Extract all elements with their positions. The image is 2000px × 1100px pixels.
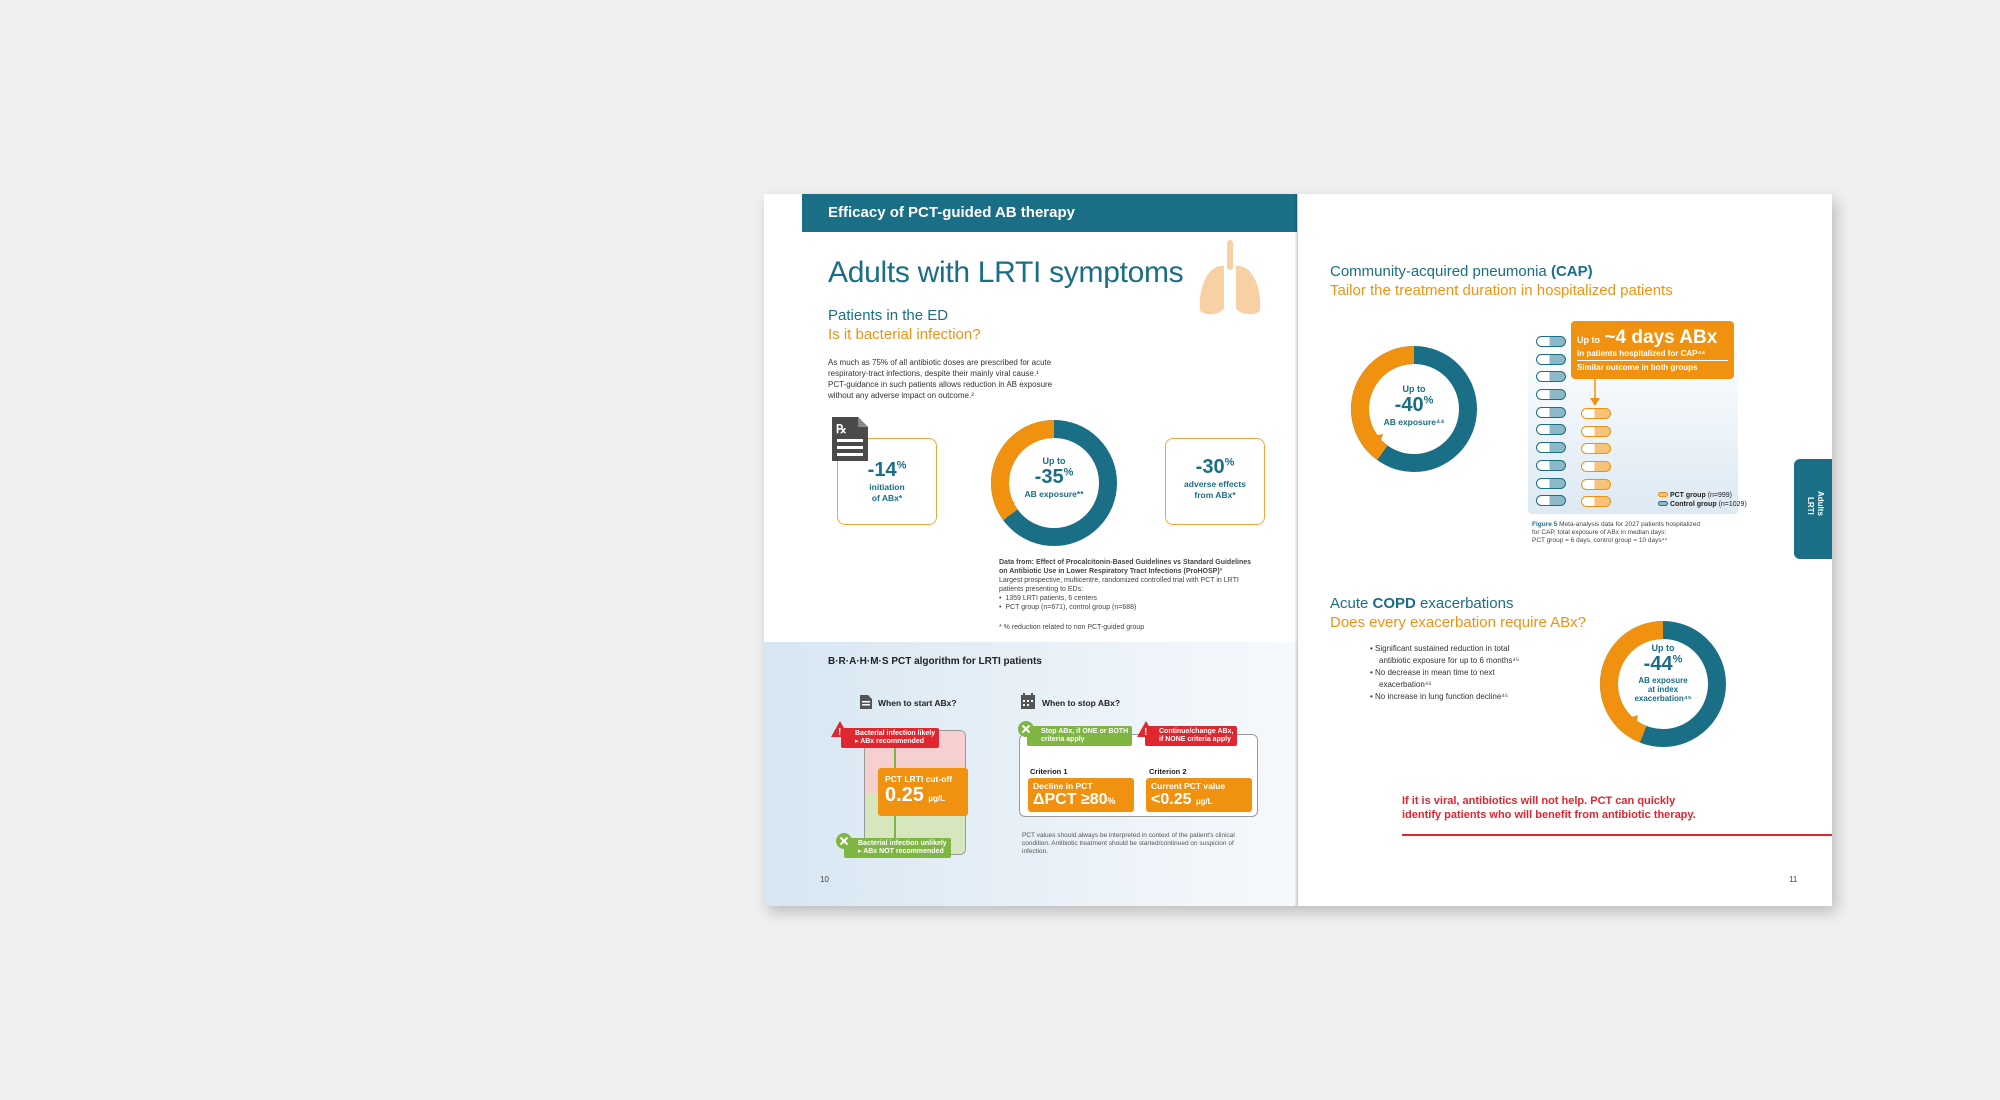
conclusion-text: If it is viral, antibiotics will not help. PCT can quickly identify patients who will benefit from antibiotic therapy.	[1402, 795, 1696, 821]
donut-44-label	[1613, 643, 1713, 703]
cap-callout	[1571, 321, 1734, 379]
conclusion-rule	[1402, 834, 1832, 836]
section-header: Efficacy of PCT-guided AB therapy	[802, 194, 1297, 232]
stop-green-label: Stop ABx, if ONE or BOTH criteria apply	[1027, 726, 1132, 746]
donut-35-value: -35%	[1034, 466, 1074, 488]
criterion-2-value: <0.25 µg/L	[1151, 791, 1213, 808]
criterion-1-title: Decline in PCT	[1033, 781, 1093, 791]
pill-legend	[1658, 491, 1747, 509]
criterion-1-box	[1028, 778, 1134, 812]
donut-35-caption: AB exposure**	[1024, 489, 1084, 499]
algorithm-title: B·R·A·H·M·S PCT algorithm for LRTI patients	[828, 656, 1042, 667]
pct-pills-column	[1581, 408, 1615, 514]
legend-pct: PCT group (n=999)	[1658, 491, 1747, 500]
donut-40-caption: AB exposure⁴⁴	[1383, 417, 1445, 427]
intro-line: without any adverse impact on outcome.²	[828, 391, 974, 400]
pill	[1536, 371, 1566, 382]
cutoff-value: 0.25 µg/L	[885, 784, 945, 806]
intro-line: PCT-guidance in such patients allows reduction in AB exposure	[828, 380, 1053, 389]
down-arrow-icon	[1589, 379, 1601, 407]
donut-35-upto: Up to	[1042, 456, 1066, 466]
stat-adverse-box	[1165, 438, 1265, 525]
pill	[1581, 479, 1611, 490]
copd-bullet: • No increase in lung function decline⁴⁵	[1370, 692, 1509, 701]
cap-callout-value: Up to ~4 days ABx	[1577, 327, 1718, 348]
page-number-right: 11	[1789, 875, 1798, 884]
cutoff-label: PCT LRTI cut-off	[885, 774, 953, 784]
pill	[1536, 495, 1566, 506]
study-bullet: • PCT group (n=671), control group (n=688)	[999, 604, 1137, 611]
donut-44-caption: exacerbation⁴⁵	[1634, 694, 1692, 703]
algorithm-panel	[764, 642, 1297, 906]
criterion-1-label: Criterion 1	[1030, 767, 1068, 776]
donut-40-value: -40%	[1394, 394, 1434, 416]
stat-initiation-label: of ABx*	[871, 493, 903, 503]
lungs-icon	[1194, 238, 1266, 318]
figure-caption: Figure 5 Meta-analysis data for 2027 patients hospitalized for CAP, total exposure of ABx in median days: PCT group = 6 days, control group = 10 days⁴⁴	[1532, 521, 1701, 544]
pill	[1536, 389, 1566, 400]
copd-bullet-cont: antibiotic exposure for up to 6 months⁴⁵	[1379, 656, 1520, 665]
pill	[1581, 496, 1611, 507]
donut-40-label	[1364, 384, 1464, 427]
ed-subtitle: Patients in the ED	[828, 307, 949, 324]
criterion-2-label: Criterion 2	[1149, 767, 1187, 776]
study-desc: patients presenting to EDs:	[999, 586, 1084, 593]
copd-bullets	[1370, 643, 1519, 703]
cap-callout-line2: in patients hospitalized for CAP⁴⁴	[1577, 349, 1728, 361]
stat-adverse-label: adverse effects	[1184, 479, 1246, 489]
algorithm-note: PCT values should always be interpreted in context of the patient's clinical condition. Antibiotic treatment should be started/continued on suspicion of infection.	[1022, 832, 1235, 855]
warning-icon	[830, 720, 850, 738]
study-title: on Antibiotic Use in Lower Respiratory Tract Infections (ProHOSP)³	[999, 568, 1222, 575]
cap-question: Tailor the treatment duration in hospitalized patients	[1330, 282, 1673, 299]
donut-40-upto: Up to	[1402, 384, 1426, 394]
intro-line: As much as 75% of all antibiotic doses are prescribed for acute	[828, 358, 1052, 367]
donut-44-value: -44%	[1643, 653, 1683, 675]
warning-icon	[1136, 720, 1156, 738]
section-tab-lrti-adults[interactable]: LRTI Adults	[1794, 459, 1832, 559]
donut-44-upto: Up to	[1651, 643, 1675, 653]
pill	[1581, 408, 1611, 419]
cross-icon	[1017, 720, 1035, 738]
cap-title: Community-acquired pneumonia (CAP)	[1330, 263, 1593, 280]
study-title: Data from: Effect of Procalcitonin-Based Guidelines vs Standard Guidelines	[999, 559, 1252, 566]
prescription-icon	[830, 415, 870, 463]
pill	[1536, 460, 1566, 471]
svg-text:℞: ℞	[836, 422, 847, 436]
document-icon	[859, 694, 873, 710]
right-page	[1298, 194, 1832, 906]
start-title: When to start ABx?	[878, 698, 957, 708]
copd-title: Acute COPD exacerbations	[1330, 595, 1514, 612]
pill	[1581, 426, 1611, 437]
page-number-left: 10	[820, 875, 829, 884]
stat-adverse-value: -30%	[1195, 456, 1235, 478]
ed-question: Is it bacterial infection?	[828, 326, 981, 343]
svg-text:!: !	[1144, 727, 1148, 738]
cap-callout-line3: Similar outcome in both groups	[1577, 363, 1698, 372]
copd-bullet: • Significant sustained reduction in total	[1370, 644, 1510, 653]
pill	[1536, 354, 1566, 365]
donut-44-caption: at index	[1647, 685, 1679, 694]
criterion-2-box	[1146, 778, 1252, 812]
study-bullet: • 1359 LRTI patients, 6 centers	[999, 595, 1098, 602]
copd-bullet: • No decrease in mean time to next	[1370, 668, 1495, 677]
stop-title: When to stop ABx?	[1042, 698, 1121, 708]
copd-question: Does every exacerbation require ABx?	[1330, 614, 1586, 631]
calendar-icon	[1020, 692, 1036, 710]
unlikely-label: Bacterial infection unlikely ▸ ABx NOT recommended	[844, 838, 951, 858]
left-page	[764, 194, 1297, 906]
stat-initiation-label: initiation	[869, 482, 905, 492]
pill	[1536, 424, 1566, 435]
likely-label: Bacterial infection likely ▸ ABx recommended	[841, 728, 939, 748]
svg-text:!: !	[838, 727, 842, 738]
study-desc: Largest prospective, multicentre, randomized controlled trial with PCT in LRTI	[999, 577, 1239, 584]
donut-35-label	[1004, 456, 1104, 499]
pill	[1581, 461, 1611, 472]
stop-red-label: Continue/change ABx, if NONE criteria apply	[1145, 726, 1237, 746]
page-title: Adults with LRTI symptoms	[828, 256, 1184, 289]
stat-adverse-label: from ABx*	[1194, 490, 1236, 500]
intro-text	[828, 357, 1108, 401]
pill	[1536, 478, 1566, 489]
pill	[1581, 443, 1611, 454]
criterion-1-value: ΔPCT ≥80%	[1033, 791, 1116, 808]
study-footnote: * % reduction related to non PCT-guided group	[999, 624, 1145, 631]
study-info	[999, 558, 1289, 632]
criterion-2-title: Current PCT value	[1151, 781, 1226, 791]
copd-bullet-cont: exacerbation⁴⁵	[1379, 680, 1432, 689]
pill	[1536, 336, 1566, 347]
cutoff-box	[878, 768, 968, 816]
cross-icon	[835, 832, 853, 850]
pill	[1536, 442, 1566, 453]
control-pills-column	[1536, 336, 1570, 513]
stat-initiation-value: -14%	[867, 459, 907, 481]
pill	[1536, 407, 1566, 418]
donut-44-caption: AB exposure	[1638, 676, 1688, 685]
brochure-spread	[764, 194, 1832, 906]
legend-control: Control group (n=1029)	[1658, 500, 1747, 509]
intro-line: respiratory-tract infections, despite their mainly viral cause.¹	[828, 369, 1039, 378]
